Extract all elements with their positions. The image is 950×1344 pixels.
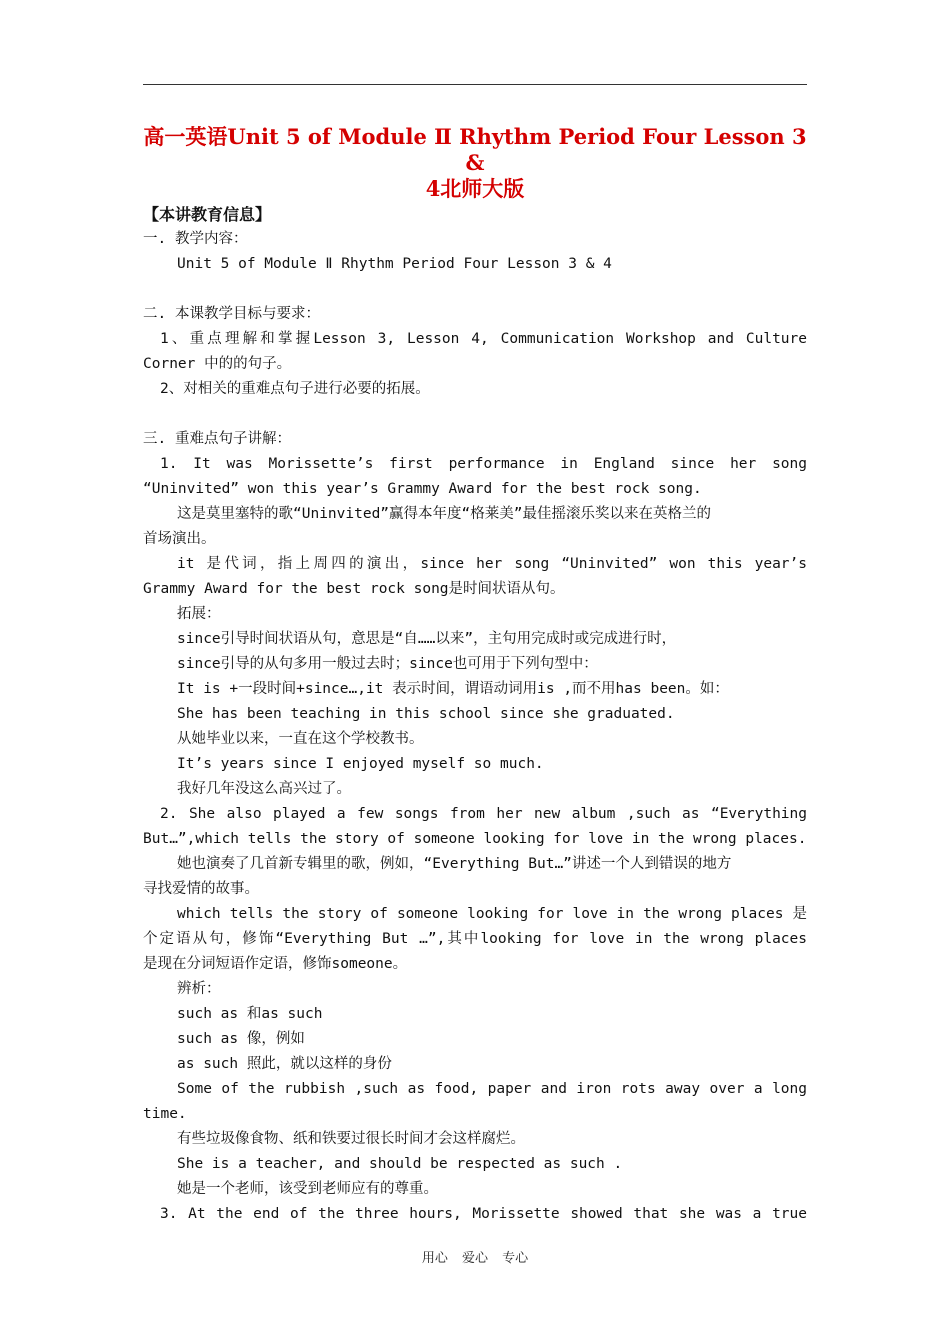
footer-word-1: 用心 (421, 1251, 448, 1266)
text-line: But…”,which tells the story of someone looking for love in the wrong places. (143, 831, 807, 847)
text-line: 2. She also played a few songs from her new album ,such as “Everything (160, 806, 807, 822)
text-line: Corner 中的的句子。 (143, 356, 292, 372)
text-line: “Uninvited” won this year’s Grammy Award for the best rock song. (143, 481, 702, 497)
text-line: It is +一段时间+since…,it 表示时间，谓语动词用is ,而不用has been。如： (177, 681, 729, 697)
footer-word-2: 爱心 (461, 1251, 488, 1266)
blank-line (143, 277, 807, 302)
section-heading: 【本讲教育信息】 (143, 205, 272, 224)
text-line: since引导的从句多用一般过去时；since也可用于下列句型中： (177, 656, 598, 672)
text-line: 是现在分词短语作定语，修饰someone。 (143, 956, 408, 972)
text-line: 2、对相关的重难点句子进行必要的拓展。 (160, 381, 430, 397)
text-line: She is a teacher, and should be respected as such . (177, 1156, 623, 1172)
text-line: 3. At the end of the three hours, Morissette showed that she was a true (160, 1206, 807, 1222)
text-line: 我好几年没这么高兴过了。 (177, 781, 351, 797)
title-line-1: 高一英语Unit 5 of Module Ⅱ Rhythm Period Four Lesson 3 & (143, 124, 807, 175)
page-footer (0, 1247, 950, 1266)
text-line: time. (143, 1106, 187, 1122)
text-line: 寻找爱情的故事。 (143, 881, 259, 897)
text-line: 拓展： (177, 606, 221, 622)
text-line: 辨析： (177, 981, 221, 997)
text-line: as such 照此，就以这样的身份 (177, 1056, 392, 1072)
text-line: it 是代词，指上周四的演出，since her song “Uninvited” won this year’s (177, 556, 807, 572)
text-line: It’s years since I enjoyed myself so much. (177, 756, 544, 772)
document-body (143, 202, 807, 1227)
header-rule (143, 84, 807, 85)
blank-line (143, 402, 807, 427)
text-line: 二. 本课教学目标与要求： (143, 306, 320, 322)
text-line: 一. 教学内容： (143, 231, 248, 247)
text-line: 这是莫里塞特的歌“Uninvited”赢得本年度“格莱美”最佳摇滚乐奖以来在英格兰的 (177, 506, 711, 522)
text-line: 她是一个老师，该受到老师应有的尊重。 (177, 1181, 438, 1197)
footer-word-3: 专心 (502, 1251, 529, 1266)
text-line: 首场演出。 (143, 531, 216, 547)
document-title (143, 124, 807, 202)
text-line: 她也演奏了几首新专辑里的歌，例如，“Everything But…”讲述一个人到错误的地方 (177, 856, 732, 872)
text-line: such as 和as such (177, 1006, 323, 1022)
text-line: 三. 重难点句子讲解： (143, 431, 291, 447)
text-line: Some of the rubbish ,such as food, paper and iron rots away over a long (177, 1081, 807, 1097)
text-line: since引导时间状语从句，意思是“自……以来”，主句用完成时或完成进行时， (177, 631, 677, 647)
text-line: 1、重点理解和掌握Lesson 3, Lesson 4, Communication Workshop and Culture (160, 331, 807, 347)
text-line: Unit 5 of Module Ⅱ Rhythm Period Four Lesson 3 & 4 (177, 256, 612, 272)
text-line: 1. It was Morissette’s first performance in England since her song (160, 456, 807, 472)
text-line: which tells the story of someone looking for love in the wrong places 是 (177, 906, 807, 922)
text-line: 有些垃圾像食物、纸和铁要过很长时间才会这样腐烂。 (177, 1131, 525, 1147)
text-line: She has been teaching in this school since she graduated. (177, 706, 675, 722)
title-line-2: 4北师大版 (425, 176, 525, 201)
text-line: such as 像，例如 (177, 1031, 305, 1047)
text-line: 个定语从句，修饰“Everything But …”,其中looking for love in the wrong places (143, 931, 807, 947)
text-line: 从她毕业以来，一直在这个学校教书。 (177, 731, 424, 747)
text-line: Grammy Award for the best rock song是时间状语从句。 (143, 581, 565, 597)
